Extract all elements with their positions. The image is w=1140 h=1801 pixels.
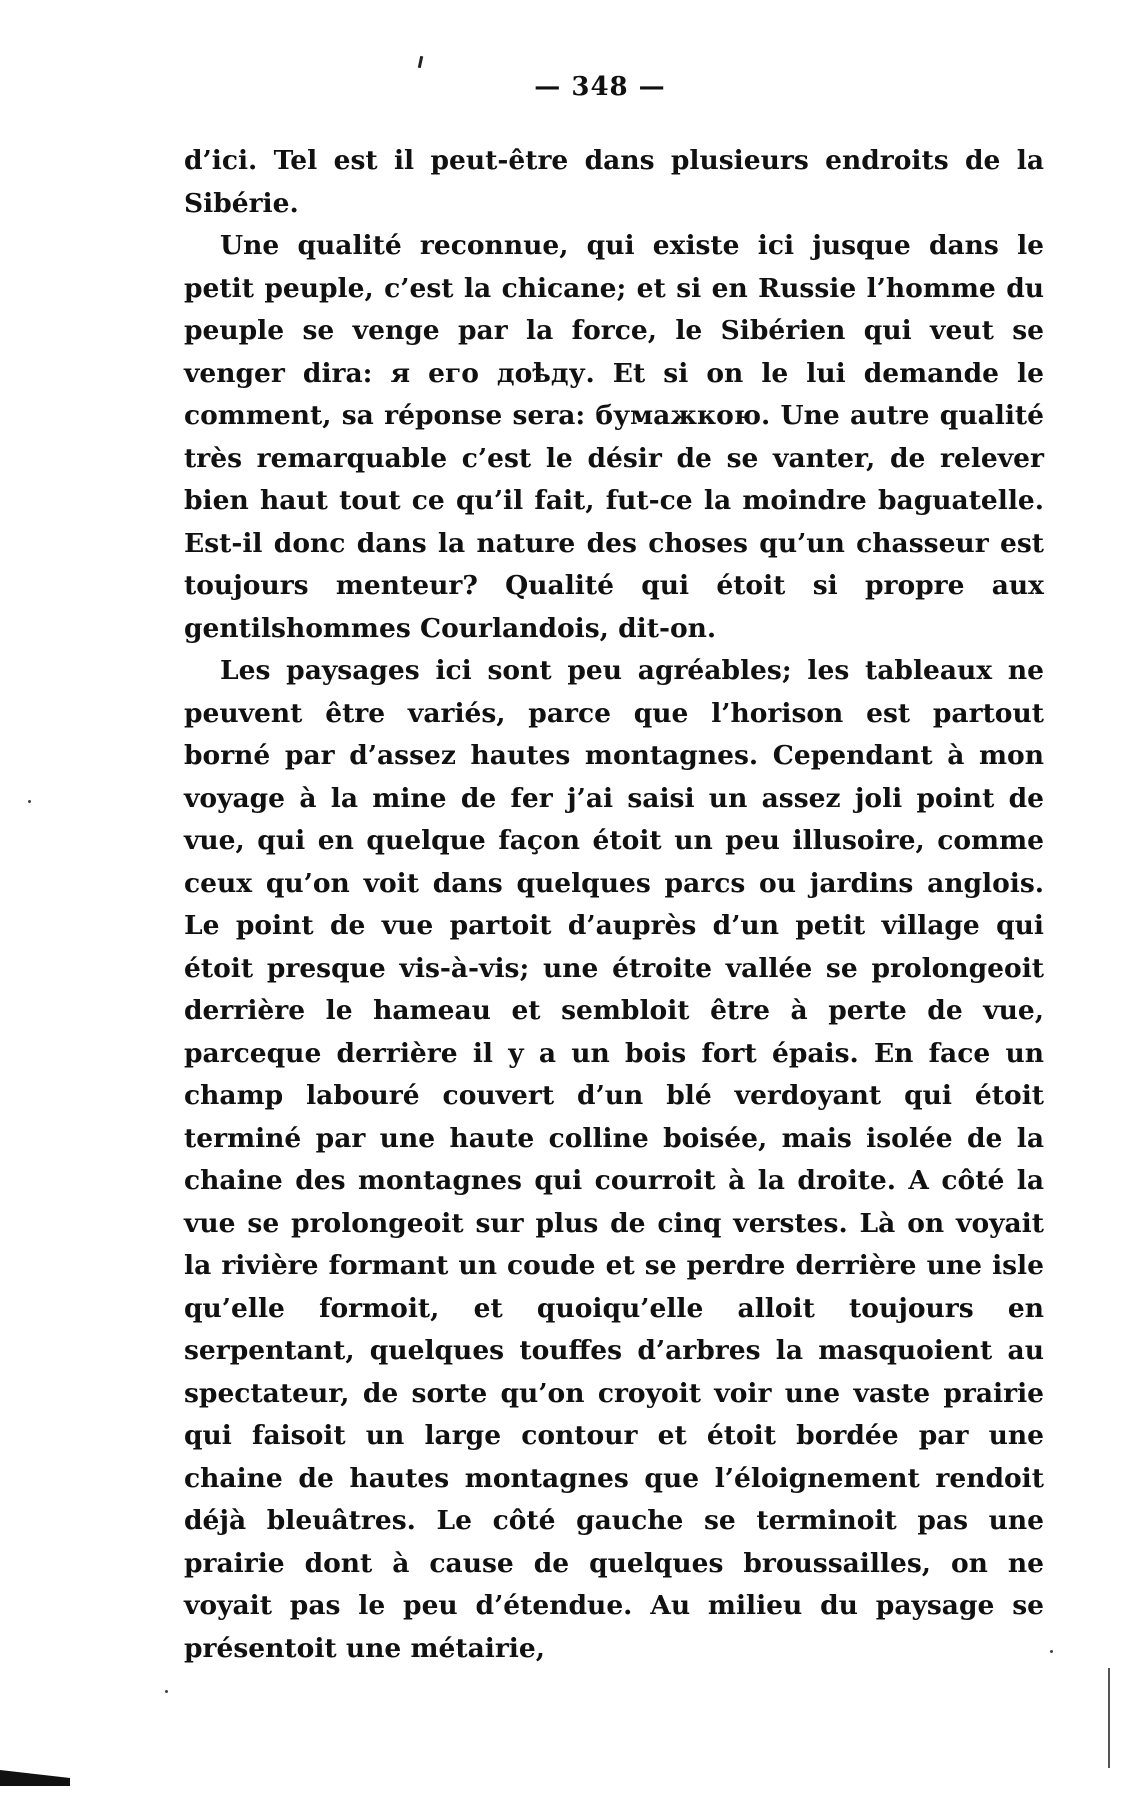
paragraph-3: Les paysages ici sont peu agréables; les tableaux ne peuvent être variés, parce que l’horison est partout borné par d’assez hautes montagnes. Cependant à mon voyage à la mine de fer j’ai saisi un assez joli point de vue, qui en quelque façon étoit un peu illusoire, comme ceux qu’on voit dans quelques parcs ou jardins anglois. Le point de vue partoit d’auprès d’un petit village qui étoit presque vis-à-vis; une étroite vallée se prolongeoit derrière le hameau et sembloit être à perte de vue, parceque derrière il y a un bois fort épais. En face un champ labouré couvert d’un blé verdoyant qui étoit terminé par une haute colline boisée, mais isolée de la chaine des montagnes qui courroit à la droite. A côté la vue se prolongeoit sur plus de cinq verstes. Là on voyait la rivière formant un coude et se perdre derrière une isle qu’elle formoit, et quoiqu’elle alloit toujours en serpentant, quelques touffes d’arbres la masquoient au spectateur, de sorte qu’on croyoit voir une vaste prairie qui faisoit un large contour et étoit bordée par une chaine de hautes montagnes que l’éloignement rendoit déjà bleuâtres. Le côté gauche se terminoit pas une prairie dont à cause de quelques broussailles, on ne voyait pas le peu d’étendue. Au milieu du paysage se présentoit une métairie, xyxy=(184,655,1044,1664)
ink-speck xyxy=(418,56,423,68)
paragraph-2: Une qualité reconnue, qui existe ici jusque dans le petit peuple, c’est la chicane; et si en Russie l’homme du peuple se venge par la force, le Sibérien qui veut se venger dira: я его доѣду. Et si on le lui demande le comment, sa réponse sera: бумажкою. Une autre qualité très remarquable c’est le désir de se vanter, de relever bien haut tout ce qu’il fait, fut-ce la moindre baguatelle. Est-il donc dans la nature des choses qu’un chasseur est toujours menteur? Qualité qui étoit si propre aux gentilshommes Courlandois, dit-on. xyxy=(184,230,1044,644)
paragraph-1: d’ici. Tel est il peut-être dans plusieurs endroits de la Sibérie. xyxy=(184,145,1044,219)
body-text xyxy=(184,140,1044,1670)
scan-edge-mark xyxy=(0,1770,70,1786)
page-number: — 348 — xyxy=(534,72,666,102)
ink-speck xyxy=(1050,1650,1053,1653)
ink-speck xyxy=(28,800,31,803)
scan-edge-line xyxy=(1108,1668,1110,1768)
ink-speck xyxy=(165,1690,168,1693)
